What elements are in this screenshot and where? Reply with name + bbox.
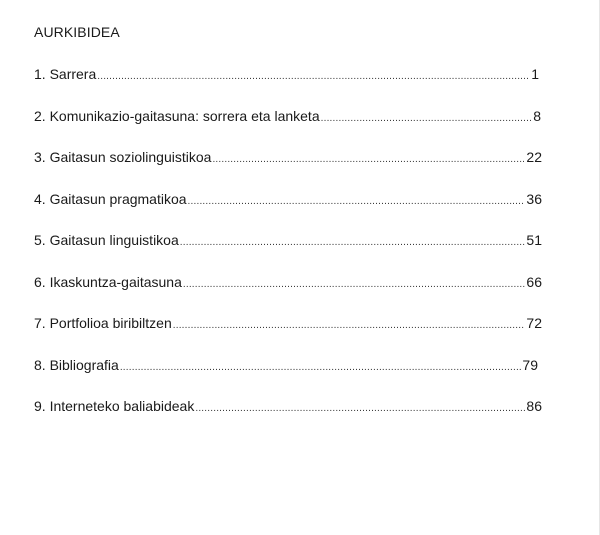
toc-entry-page: 86 bbox=[526, 398, 542, 414]
toc-entry-page: 72 bbox=[526, 315, 542, 331]
toc-entry-page: 22 bbox=[526, 149, 542, 165]
toc-entry-label: 1. Sarrera bbox=[34, 66, 97, 82]
toc-entry bbox=[34, 357, 538, 399]
toc-entry-label: 3. Gaitasun soziolinguistikoa bbox=[34, 149, 212, 165]
toc-entry-label: 4. Gaitasun pragmatikoa bbox=[34, 190, 187, 207]
toc-entry-page: 8 bbox=[533, 107, 541, 124]
toc-entry-page: 66 bbox=[526, 273, 542, 290]
toc-entry-page: 51 bbox=[526, 232, 542, 248]
toc-entry bbox=[34, 149, 542, 191]
toc-entry-label: 8. Bibliografia bbox=[34, 356, 119, 373]
toc-leader-dots bbox=[173, 317, 526, 334]
toc-entry-label: 2. Komunikazio-gaitasuna: sorrera eta lanketa bbox=[34, 107, 320, 124]
toc-entry-label: 9. Interneteko baliabideak bbox=[34, 398, 195, 414]
toc-leader-dots bbox=[97, 68, 530, 85]
toc-leader-dots bbox=[183, 276, 526, 293]
toc-leader-dots bbox=[120, 359, 522, 376]
toc-leader-dots bbox=[180, 234, 526, 251]
toc-entry bbox=[34, 232, 542, 274]
toc-entry-label: 5. Gaitasun linguistikoa bbox=[34, 232, 179, 248]
toc-entry-page: 79 bbox=[522, 356, 538, 373]
toc-entry-label: 7. Portfolioa biribiltzen bbox=[34, 315, 172, 331]
toc-leader-dots bbox=[321, 110, 533, 127]
toc-title: AURKIBIDEA bbox=[34, 24, 120, 40]
toc-entry bbox=[34, 274, 542, 316]
toc-entry-page: 36 bbox=[526, 190, 542, 207]
toc-entry-label: 6. Ikaskuntza-gaitasuna bbox=[34, 273, 182, 290]
toc-leader-dots bbox=[188, 193, 526, 210]
toc-entry bbox=[34, 191, 542, 233]
toc-entry bbox=[34, 66, 539, 108]
toc-leader-dots bbox=[212, 151, 525, 168]
toc-entry-page: 1 bbox=[531, 66, 539, 82]
table-of-contents bbox=[34, 66, 542, 440]
toc-entry bbox=[34, 315, 542, 357]
toc-entry bbox=[34, 108, 541, 150]
toc-entry bbox=[34, 398, 542, 440]
toc-leader-dots bbox=[195, 400, 525, 417]
